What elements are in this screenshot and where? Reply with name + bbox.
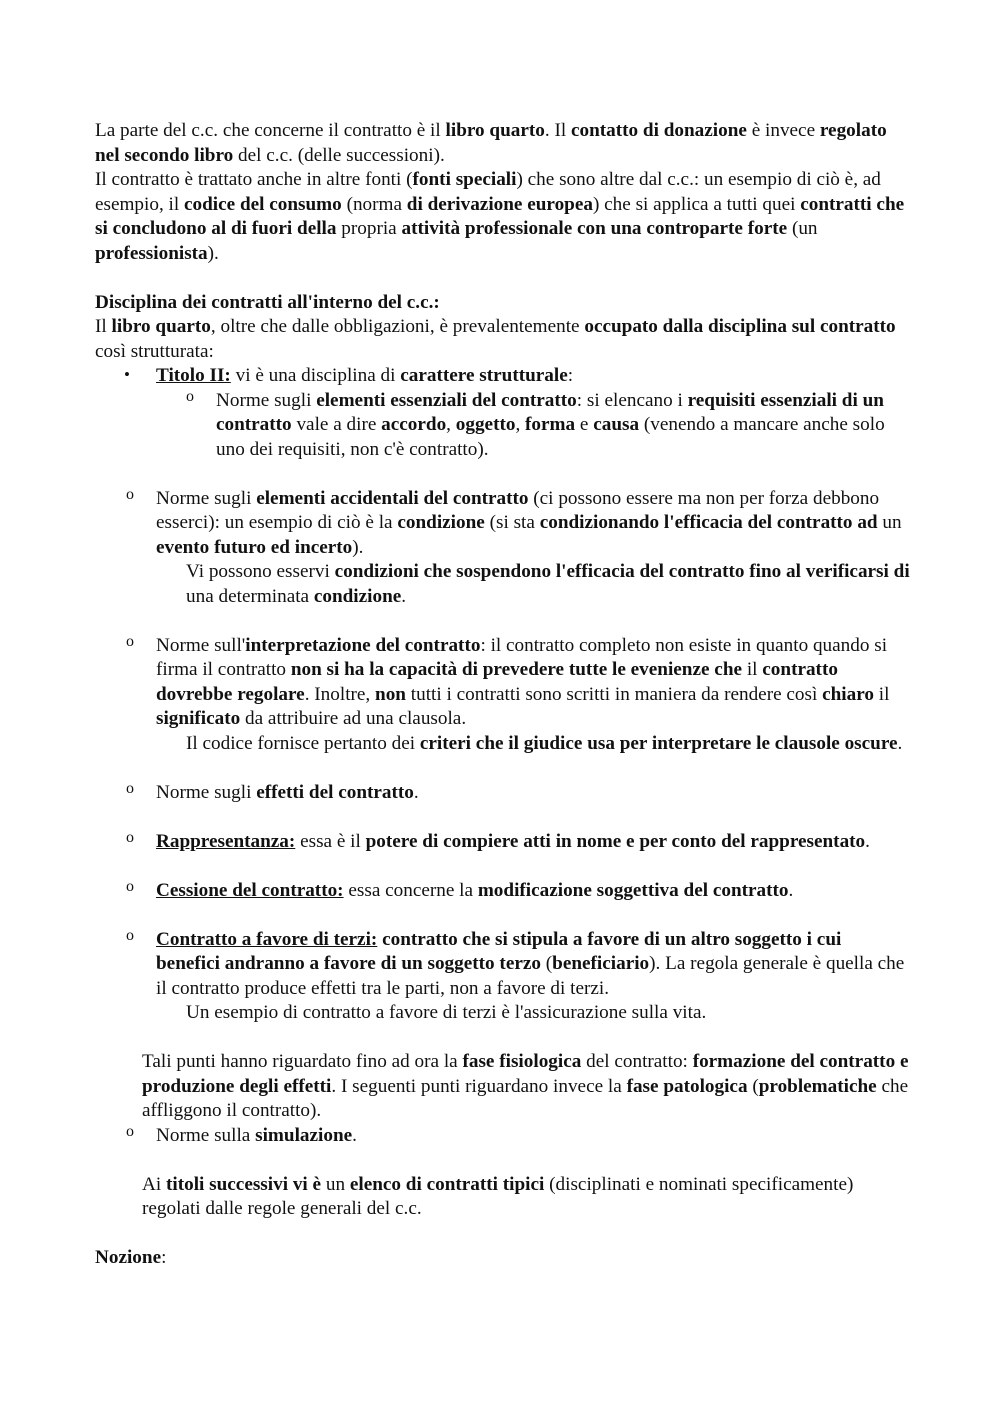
list-item-simulazione bbox=[95, 1124, 910, 1149]
bullet-circle-icon: o bbox=[126, 828, 134, 846]
text-run: criteri che il giudice usa per interpretare le clausole oscure bbox=[419, 732, 898, 754]
text-run: ) che sono altre dal c.c.: un esempio di ciò è, ad esempio, il bbox=[95, 169, 881, 215]
text-run: . bbox=[788, 879, 794, 901]
text-run: , bbox=[446, 414, 456, 435]
text-run: interpretazione del contratto bbox=[245, 634, 481, 656]
text-run: (un bbox=[787, 218, 818, 239]
bullet-circle-icon: o bbox=[126, 926, 134, 944]
text-run: Il bbox=[95, 316, 112, 337]
spacer bbox=[95, 1222, 910, 1247]
list-item-text bbox=[156, 831, 870, 852]
text-run: : si elencano i bbox=[576, 389, 688, 411]
spacer bbox=[95, 903, 910, 928]
text-run: Il contratto è trattato anche in altre fonti ( bbox=[95, 169, 413, 190]
spacer bbox=[95, 462, 910, 487]
list-item-text bbox=[156, 365, 573, 386]
text-run: . bbox=[401, 585, 407, 607]
text-run: ). bbox=[352, 536, 364, 558]
text-run: libro quarto bbox=[445, 120, 545, 141]
text-run: . bbox=[897, 732, 903, 754]
text-run: il bbox=[742, 659, 763, 680]
text-run: Disciplina dei contratti all'interno del c.c.: bbox=[95, 291, 440, 313]
list-item-text bbox=[156, 635, 889, 730]
text-run: , bbox=[515, 414, 526, 435]
text-run: di derivazione europea bbox=[406, 193, 593, 215]
list-item-cessione bbox=[95, 879, 910, 904]
section-intro bbox=[95, 315, 910, 364]
text-run: Norme sulla bbox=[156, 1124, 256, 1146]
text-run: Il codice fornisce pertanto dei bbox=[186, 732, 420, 754]
text-run: condizionando l'efficacia del contratto ad bbox=[539, 512, 878, 533]
text-run: effetti del contratto bbox=[256, 781, 414, 803]
spacer bbox=[95, 854, 910, 879]
list-item-continuation bbox=[95, 732, 910, 757]
text-run: requisiti essenziali di un contratto bbox=[216, 389, 884, 435]
bullet-dot-icon: • bbox=[124, 365, 130, 384]
text-run: attività professionale con una controparte forte bbox=[401, 218, 788, 239]
text-run: La parte del c.c. che concerne il contratto è il bbox=[95, 120, 446, 141]
text-run: beneficiario bbox=[552, 953, 650, 974]
text-run: (ci possono essere ma non per forza debbono esserci): un esempio di ciò è la bbox=[156, 487, 880, 533]
bullet-circle-icon: o bbox=[186, 387, 194, 405]
sublist-item-elementi-essenziali bbox=[95, 389, 910, 463]
text-run: è invece bbox=[746, 120, 820, 141]
text-run: vi è una disciplina di bbox=[230, 365, 401, 386]
text-run: Ai bbox=[142, 1173, 166, 1195]
text-run: propria bbox=[336, 218, 402, 239]
text-run: condizione bbox=[397, 512, 485, 533]
text-run: (venendo a mancare anche solo uno dei requisiti, non c'è contratto). bbox=[216, 414, 885, 460]
list-item-rappresentanza bbox=[95, 830, 910, 855]
text-run: causa bbox=[593, 414, 640, 435]
list-item-text bbox=[156, 880, 793, 901]
text-run: vale a dire bbox=[291, 414, 382, 435]
text-run: accordo bbox=[381, 414, 447, 435]
text-run: da attribuire ad una clausola. bbox=[240, 708, 467, 729]
bullet-circle-icon: o bbox=[126, 779, 134, 797]
spacer bbox=[95, 1026, 910, 1051]
text-run: Cessione del contratto: bbox=[156, 879, 344, 901]
text-run: fonti speciali bbox=[412, 169, 517, 190]
text-run: Contratto a favore di terzi: bbox=[156, 928, 378, 950]
text-run: fase patologica bbox=[626, 1075, 748, 1097]
text-run: un bbox=[321, 1173, 350, 1195]
intro-paragraph-1 bbox=[95, 119, 910, 168]
bullet-circle-icon: o bbox=[126, 1122, 134, 1140]
bullet-circle-icon: o bbox=[126, 877, 134, 895]
list-item-terzi bbox=[95, 928, 910, 1002]
text-run: oggetto bbox=[455, 414, 516, 435]
text-run: chiaro bbox=[822, 683, 874, 705]
text-run: libro quarto bbox=[111, 316, 211, 337]
bullet-circle-icon: o bbox=[126, 485, 134, 503]
text-run: elenco di contratti tipici bbox=[349, 1173, 545, 1195]
text-run: un bbox=[877, 512, 902, 533]
fase-paragraph bbox=[95, 1050, 910, 1124]
nozione-heading bbox=[95, 1246, 910, 1271]
list-item-continuation bbox=[95, 560, 910, 609]
text-run: contratti che si concludono al di fuori della bbox=[95, 193, 905, 239]
text-run: potere di compiere atti in nome e per conto del rappresentato bbox=[365, 830, 866, 852]
text-run: il bbox=[874, 683, 890, 705]
document-page bbox=[95, 119, 910, 1271]
text-run: contratto che si stipula a favore di un altro soggetto i cui benefici andranno a favore di un soggetto terzo bbox=[156, 928, 842, 974]
text-run: Norme sugli bbox=[216, 389, 317, 411]
list-item-effetti bbox=[95, 781, 910, 806]
text-run: (si sta bbox=[484, 512, 540, 533]
text-run: . bbox=[352, 1124, 357, 1146]
text-run: una determinata bbox=[186, 585, 314, 607]
text-run: : bbox=[161, 1247, 167, 1268]
text-run: contratto dovrebbe regolare bbox=[156, 659, 838, 705]
text-run: regolato nel secondo libro bbox=[95, 120, 887, 166]
text-run: elementi accidentali del contratto bbox=[256, 487, 529, 509]
text-run: (disciplinati e nominati specificamente) regolati dalle regole generali del c.c. bbox=[142, 1173, 854, 1219]
text-run: Rappresentanza: bbox=[156, 830, 296, 852]
list-item-elementi-accidentali bbox=[95, 487, 910, 561]
text-run: . Il bbox=[544, 120, 571, 141]
text-run: . bbox=[413, 781, 419, 803]
text-run: formazione del contratto e produzione degli effetti bbox=[142, 1051, 909, 1097]
text-run: : il contratto completo non esiste in quanto quando si firma il contratto bbox=[156, 634, 888, 680]
text-run: codice del consumo bbox=[184, 193, 342, 215]
text-run: Norme sugli bbox=[156, 487, 257, 509]
text-run: Vi possono esservi bbox=[186, 561, 335, 582]
text-run: essa concerne la bbox=[343, 879, 478, 901]
text-run: condizioni che sospendono l'efficacia del contratto fino al verificarsi di bbox=[334, 561, 910, 582]
text-run: . I seguenti punti riguardano invece la bbox=[331, 1075, 627, 1097]
text-run: forma bbox=[525, 414, 576, 435]
text-run: Nozione bbox=[95, 1247, 162, 1268]
intro-paragraph-2 bbox=[95, 168, 910, 266]
list-item-text bbox=[156, 488, 902, 558]
text-run: . Inoltre, bbox=[304, 683, 376, 705]
text-run: Tali punti hanno riguardato fino ad ora la bbox=[142, 1051, 463, 1072]
text-run: del c.c. (delle successioni). bbox=[233, 144, 445, 166]
text-run: Norme sull' bbox=[156, 634, 246, 656]
spacer bbox=[95, 805, 910, 830]
spacer bbox=[95, 1148, 910, 1173]
text-run: e bbox=[575, 414, 594, 435]
text-run: non si ha la capacità di prevedere tutte le evenienze che bbox=[290, 659, 743, 680]
text-run: professionista bbox=[95, 242, 208, 264]
section-heading bbox=[95, 291, 910, 316]
text-run: che affliggono il contratto). bbox=[142, 1075, 909, 1121]
text-run: problematiche bbox=[758, 1075, 877, 1097]
spacer bbox=[95, 266, 910, 291]
text-run: simulazione bbox=[255, 1124, 353, 1146]
text-run: occupato dalla disciplina sul contratto bbox=[584, 316, 896, 337]
text-run: fase fisiologica bbox=[462, 1051, 582, 1072]
titoli-successivi-paragraph bbox=[95, 1173, 910, 1222]
text-run: ). bbox=[207, 242, 219, 264]
text-run: condizione bbox=[313, 585, 402, 607]
text-run: non bbox=[375, 683, 406, 705]
text-run: : bbox=[567, 365, 574, 386]
text-run: così strutturata: bbox=[95, 340, 214, 362]
text-run: significato bbox=[156, 708, 241, 729]
text-run: ). La regola generale è quella che il contratto produce effetti tra le parti, non a favore di terzi. bbox=[156, 953, 905, 999]
list-item-interpretazione bbox=[95, 634, 910, 732]
text-run: ) che si applica a tutti quei bbox=[592, 193, 801, 215]
text-run: elementi essenziali del contratto bbox=[316, 389, 577, 411]
text-run: (norma bbox=[341, 193, 407, 215]
text-run: evento futuro ed incerto bbox=[156, 536, 353, 558]
list-item-text bbox=[156, 782, 419, 803]
bullet-circle-icon: o bbox=[126, 632, 134, 650]
text-run: Norme sugli bbox=[156, 781, 257, 803]
text-run: titoli successivi vi è bbox=[165, 1173, 322, 1195]
text-run: Titolo II: bbox=[156, 365, 231, 386]
text-run: carattere strutturale bbox=[400, 365, 568, 386]
text-run: essa è il bbox=[295, 830, 366, 852]
list-item-continuation bbox=[95, 1001, 910, 1026]
text-run: del contratto: bbox=[581, 1051, 693, 1072]
text-run: ( bbox=[540, 953, 553, 974]
spacer bbox=[95, 609, 910, 634]
list-item-text bbox=[156, 1125, 357, 1146]
list-item-titolo-ii bbox=[95, 364, 910, 389]
list-item-text bbox=[156, 929, 904, 999]
text-run: contatto di donazione bbox=[571, 120, 747, 141]
text-run: , oltre che dalle obbligazioni, è prevalentemente bbox=[210, 316, 585, 337]
text-run: . bbox=[865, 830, 870, 852]
text-run: Un esempio di contratto a favore di terzi è l'assicurazione sulla vita. bbox=[186, 1002, 707, 1023]
text-run: modificazione soggettiva del contratto bbox=[477, 879, 789, 901]
text-run: ( bbox=[747, 1075, 759, 1097]
spacer bbox=[95, 756, 910, 781]
text-run: tutti i contratti sono scritti in maniera da rendere così bbox=[405, 683, 823, 705]
list-item-text bbox=[216, 390, 885, 460]
